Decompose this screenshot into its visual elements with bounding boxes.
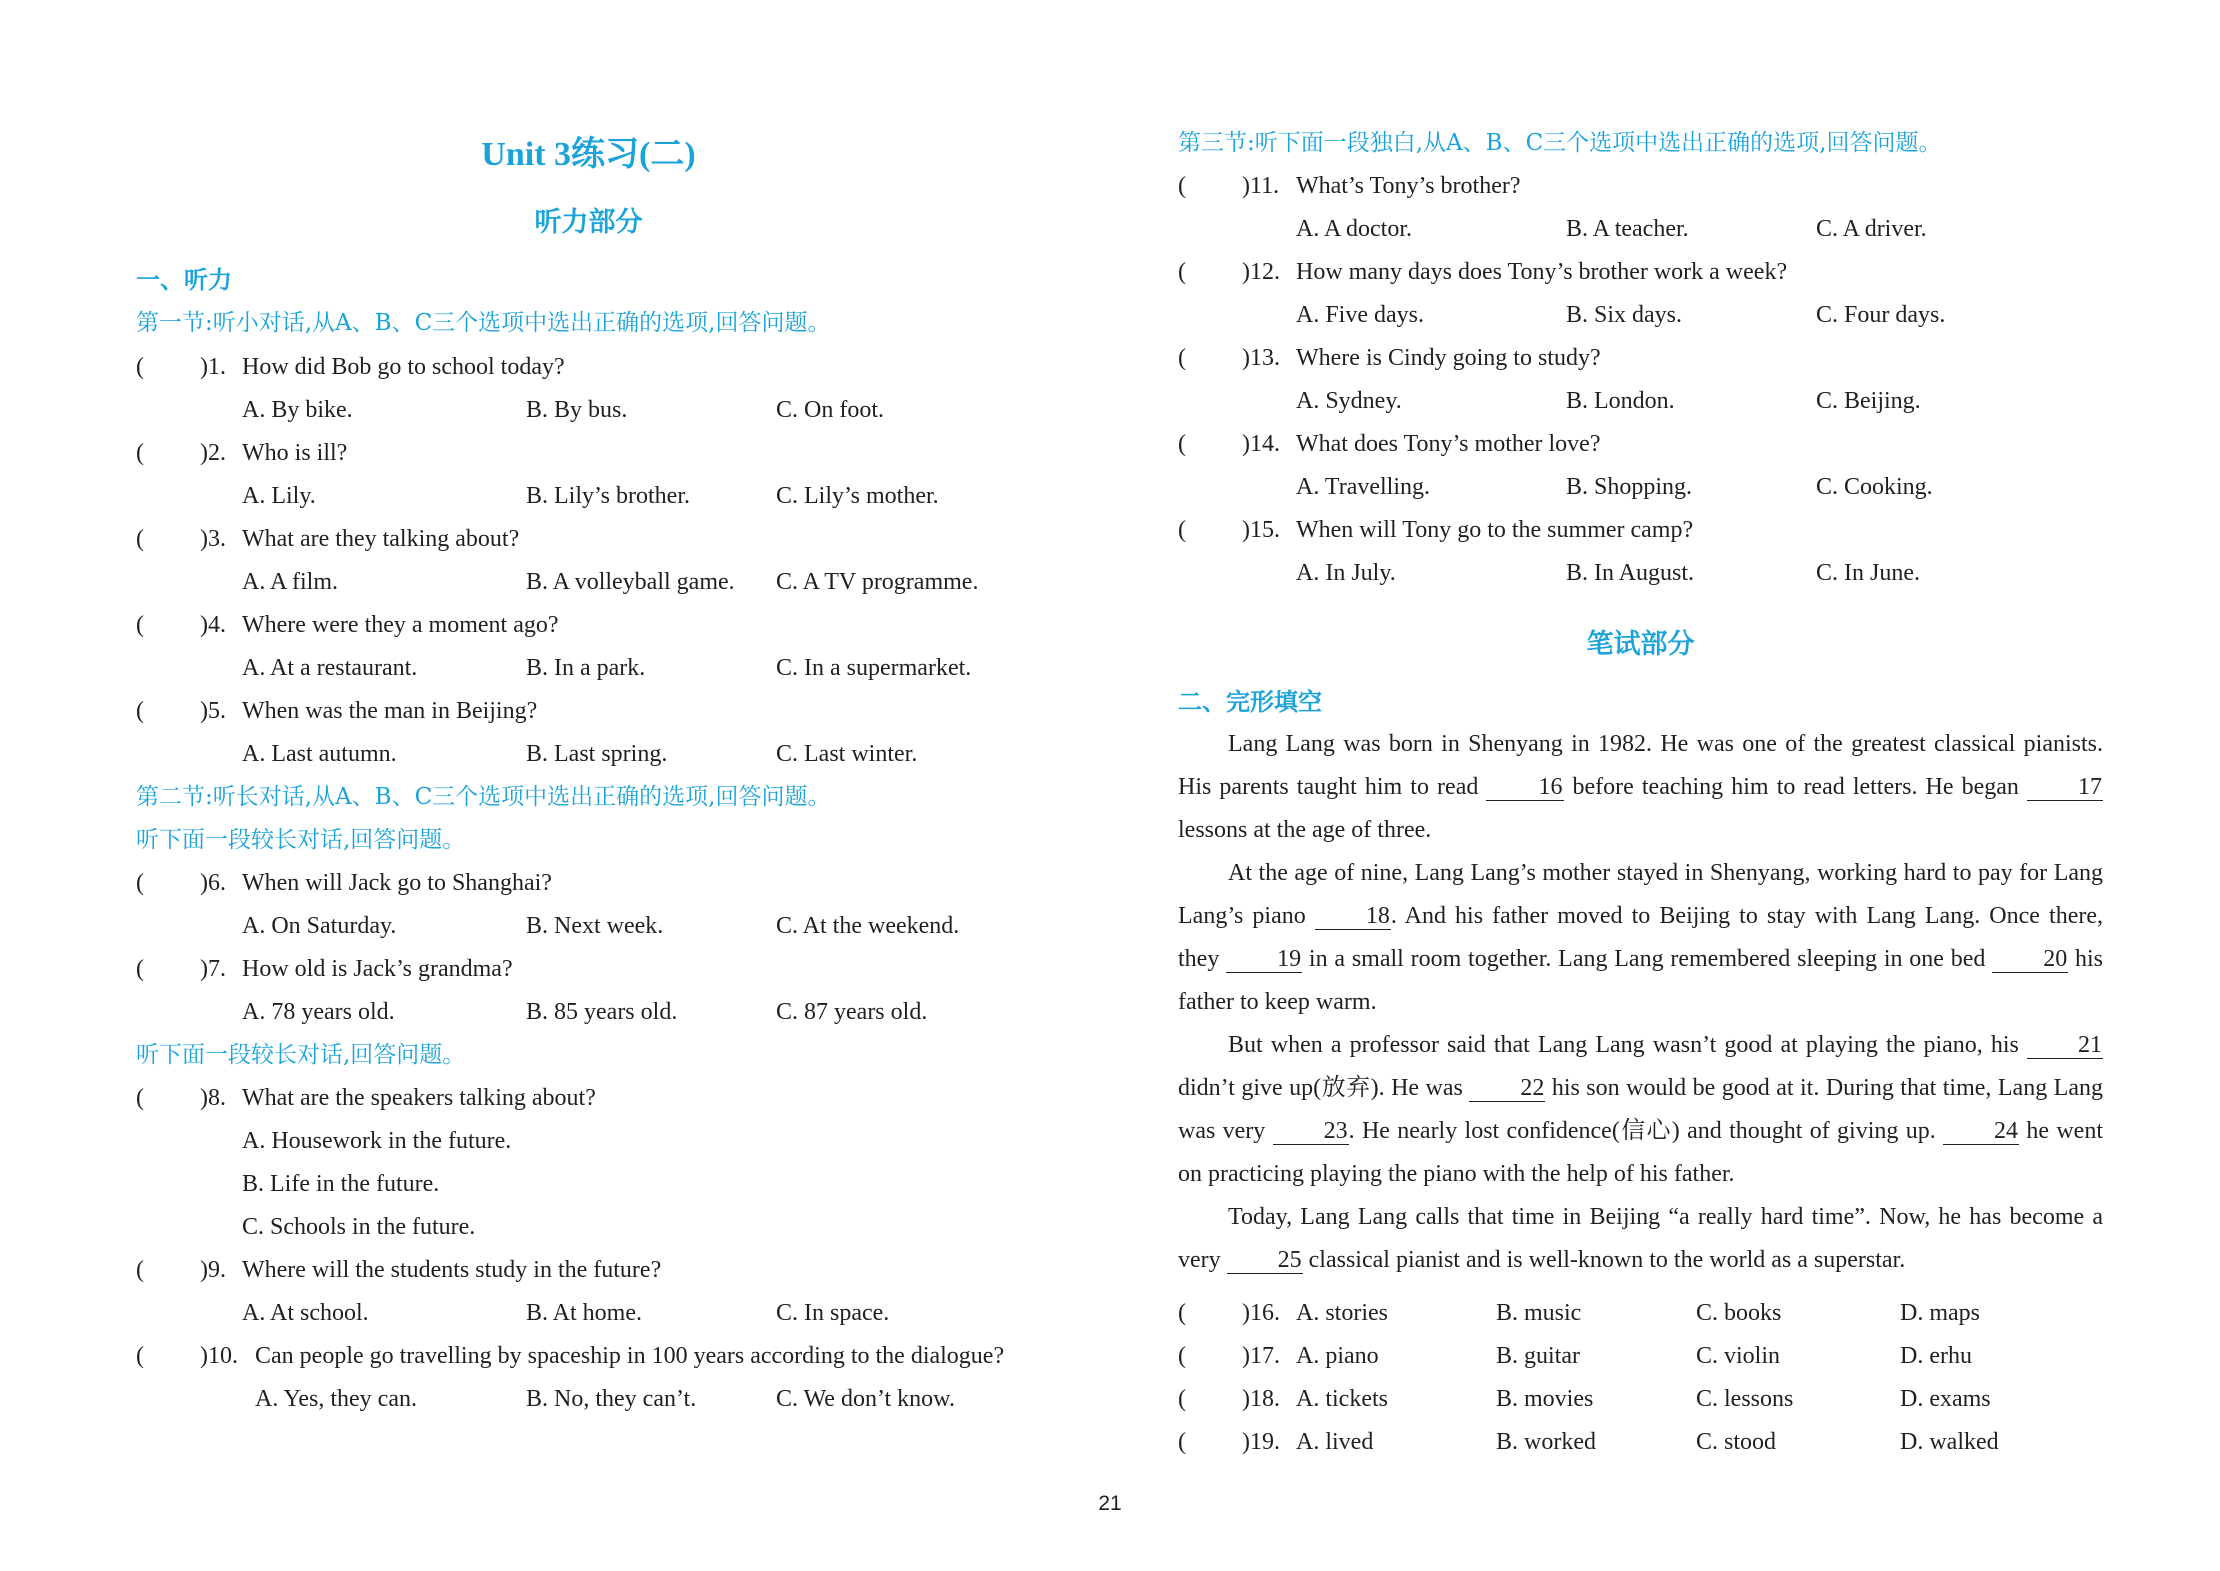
- question-text: When will Tony go to the summer camp?: [1296, 517, 1694, 543]
- question-14-options: [1178, 472, 2103, 502]
- passage-text: his father to keep warm.: [1178, 946, 2104, 1015]
- question-text: When was the man in Beijing?: [242, 698, 538, 724]
- blank-24: 24: [1943, 1118, 2019, 1145]
- option-b: B. By bus.: [526, 397, 628, 423]
- option-c: C. In space.: [776, 1300, 890, 1326]
- answer-paren: (: [136, 354, 144, 380]
- cloze-question-16: [1178, 1298, 2103, 1328]
- option-b: B. London.: [1566, 388, 1675, 414]
- blank-17: 17: [2027, 774, 2103, 801]
- passage-text: At the age of nine, Lang Lang’s mother stayed in Shenyang, working hard to pay for Lang Lang’s piano: [1178, 860, 2103, 929]
- question-number: )8.: [200, 1085, 226, 1111]
- question-number: )1.: [200, 354, 226, 380]
- question-3: [136, 524, 1041, 554]
- option-a: A. In July.: [1296, 560, 1396, 586]
- option-a: A. Sydney.: [1296, 388, 1402, 414]
- passage-text: before teaching him to read letters. He began: [1564, 774, 2028, 800]
- question-15: [1178, 515, 2103, 545]
- answer-paren: (: [136, 1085, 144, 1111]
- cloze-question-17: [1178, 1341, 2103, 1371]
- question-number: )14.: [1242, 431, 1280, 457]
- option-a: A. stories: [1296, 1300, 1388, 1326]
- option-c: C. Last winter.: [776, 741, 918, 767]
- instruction-1: 第一节:听小对话,从A、B、C三个选项中选出正确的选项,回答问题。: [136, 310, 831, 336]
- question-7: [136, 954, 1041, 984]
- instruction-2a: 听下面一段较长对话,回答问题。: [136, 827, 466, 853]
- option-a: A. By bike.: [242, 397, 353, 423]
- passage-text: . He nearly lost confidence(信心) and thought of giving up.: [1348, 1118, 1944, 1144]
- option-c: C. stood: [1696, 1429, 1777, 1455]
- blank-18: 18: [1315, 903, 1391, 930]
- option-c: C. A driver.: [1816, 216, 1927, 242]
- blank-22: 22: [1469, 1075, 1545, 1102]
- option-c: C. violin: [1696, 1343, 1781, 1369]
- option-a: A. A film.: [242, 569, 339, 595]
- option-c: C. At the weekend.: [776, 913, 960, 939]
- written-part-heading: 笔试部分: [1586, 629, 1695, 660]
- option-a: A. A doctor.: [1296, 216, 1413, 242]
- question-12-options: [1178, 300, 2103, 330]
- passage-text: his son would be good at it. During that time, Lang Lang was very: [1178, 1075, 2103, 1144]
- answer-paren: (: [136, 440, 144, 466]
- question-13: [1178, 343, 2103, 373]
- question-text: Can people go travelling by spaceship in 100 years according to the dialogue?: [255, 1343, 1005, 1369]
- question-11: [1178, 171, 2103, 201]
- listening-part-heading: 听力部分: [534, 207, 643, 238]
- option-b: B. 85 years old.: [526, 999, 678, 1025]
- option-c: C. Cooking.: [1816, 474, 1933, 500]
- answer-paren: (: [1178, 1343, 1186, 1369]
- question-text: What are the speakers talking about?: [242, 1085, 596, 1111]
- question-text: Where were they a moment ago?: [242, 612, 559, 638]
- passage-text: in a small room together. Lang Lang remembered sleeping in one bed: [1302, 946, 1993, 972]
- question-9: [136, 1255, 1041, 1285]
- option-d: D. erhu: [1900, 1343, 1972, 1369]
- question-11-options: [1178, 214, 2103, 244]
- option-a: A. Housework in the future.: [242, 1128, 512, 1154]
- question-4-options: [136, 653, 1041, 683]
- option-b: B. A teacher.: [1566, 216, 1689, 242]
- section-2-heading: 二、完形填空: [1178, 688, 1322, 716]
- answer-paren: (: [1178, 1300, 1186, 1326]
- question-1: [136, 352, 1041, 382]
- option-b: B. In August.: [1566, 560, 1695, 586]
- question-number: )16.: [1242, 1300, 1280, 1326]
- question-text: How did Bob go to school today?: [242, 354, 565, 380]
- option-c: C. Lily’s mother.: [776, 483, 939, 509]
- question-8: [136, 1083, 1041, 1113]
- question-text: What does Tony’s mother love?: [1296, 431, 1601, 457]
- question-text: When will Jack go to Shanghai?: [242, 870, 552, 896]
- passage-text: But when a professor said that Lang Lang wasn’t good at playing the piano, his: [1228, 1032, 2027, 1058]
- option-a: A. At school.: [242, 1300, 369, 1326]
- answer-paren: (: [136, 870, 144, 896]
- question-1-options: [136, 395, 1041, 425]
- question-number: )9.: [200, 1257, 226, 1283]
- question-number: )12.: [1242, 259, 1280, 285]
- option-b: B. At home.: [526, 1300, 643, 1326]
- answer-paren: (: [1178, 259, 1186, 285]
- blank-21: 21: [2027, 1032, 2103, 1059]
- question-number: )11.: [1242, 173, 1280, 199]
- passage-paragraph: [1178, 852, 2103, 1024]
- question-3-options: [136, 567, 1041, 597]
- option-a: A. Five days.: [1296, 302, 1424, 328]
- answer-paren: (: [136, 1257, 144, 1283]
- question-number: )17.: [1242, 1343, 1280, 1369]
- answer-paren: (: [136, 1343, 144, 1369]
- option-c: C. books: [1696, 1300, 1782, 1326]
- passage-text: Today, Lang Lang calls that time in Beijing “a really hard time”. Now, he has become a very: [1178, 1204, 2103, 1273]
- option-b: B. A volleyball game.: [526, 569, 735, 595]
- question-text: Where is Cindy going to study?: [1296, 345, 1601, 371]
- question-number: )5.: [200, 698, 226, 724]
- passage-text: classical pianist and is well-known to the world as a superstar.: [1302, 1247, 1906, 1273]
- option-a: A. Travelling.: [1296, 474, 1431, 500]
- blank-16: 16: [1486, 774, 1564, 801]
- question-9-options: [136, 1298, 1041, 1328]
- option-b: B. music: [1496, 1300, 1582, 1326]
- question-12: [1178, 257, 2103, 287]
- question-6-options: [136, 911, 1041, 941]
- question-number: )2.: [200, 440, 226, 466]
- option-a: A. Lily.: [242, 483, 316, 509]
- question-5: [136, 696, 1041, 726]
- instruction-2: 第二节:听长对话,从A、B、C三个选项中选出正确的选项,回答问题。: [136, 784, 831, 810]
- question-number: )18.: [1242, 1386, 1280, 1412]
- page-number: 21: [1098, 1492, 1122, 1515]
- option-b: B. guitar: [1496, 1343, 1580, 1369]
- answer-paren: (: [136, 698, 144, 724]
- option-d: D. walked: [1900, 1429, 1999, 1455]
- question-2-options: [136, 481, 1041, 511]
- answer-paren: (: [136, 526, 144, 552]
- cloze-passage: [1178, 723, 2103, 1282]
- passage-text: lessons at the age of three.: [1178, 817, 1432, 843]
- option-a: A. 78 years old.: [242, 999, 395, 1025]
- question-number: )13.: [1242, 345, 1280, 371]
- question-6: [136, 868, 1041, 898]
- question-number: )4.: [200, 612, 226, 638]
- option-b: B. Six days.: [1566, 302, 1683, 328]
- question-7-options: [136, 997, 1041, 1027]
- option-b: B. Life in the future.: [242, 1171, 440, 1197]
- question-number: )10.: [200, 1343, 238, 1369]
- passage-paragraph: [1178, 723, 2103, 852]
- question-number: )7.: [200, 956, 226, 982]
- question-13-options: [1178, 386, 2103, 416]
- option-a: A. tickets: [1296, 1386, 1388, 1412]
- answer-paren: (: [1178, 173, 1186, 199]
- option-c: C. We don’t know.: [776, 1386, 955, 1412]
- answer-paren: (: [1178, 345, 1186, 371]
- question-text: What’s Tony’s brother?: [1296, 173, 1521, 199]
- question-10: [136, 1341, 1041, 1371]
- question-text: Who is ill?: [242, 440, 348, 466]
- option-c: C. lessons: [1696, 1386, 1794, 1412]
- question-text: Where will the students study in the future?: [242, 1257, 662, 1283]
- option-c: C. In June.: [1816, 560, 1920, 586]
- option-b: B. Next week.: [526, 913, 664, 939]
- question-number: )3.: [200, 526, 226, 552]
- option-c: C. Beijing.: [1816, 388, 1921, 414]
- option-b: B. movies: [1496, 1386, 1594, 1412]
- passage-paragraph: [1178, 1196, 2103, 1282]
- question-number: )15.: [1242, 517, 1280, 543]
- option-b: B. Shopping.: [1566, 474, 1693, 500]
- option-a: A. lived: [1296, 1429, 1374, 1455]
- question-text: What are they talking about?: [242, 526, 520, 552]
- option-a: A. At a restaurant.: [242, 655, 418, 681]
- option-c: C. In a supermarket.: [776, 655, 972, 681]
- question-text: How many days does Tony’s brother work a week?: [1296, 259, 1788, 285]
- answer-paren: (: [136, 956, 144, 982]
- answer-paren: (: [1178, 1386, 1186, 1412]
- passage-paragraph: [1178, 1024, 2103, 1196]
- question-4: [136, 610, 1041, 640]
- blank-23: 23: [1273, 1118, 1349, 1145]
- cloze-question-19: [1178, 1427, 2103, 1457]
- blank-25: 25: [1227, 1247, 1303, 1274]
- option-c: C. A TV programme.: [776, 569, 979, 595]
- option-c: C. On foot.: [776, 397, 884, 423]
- option-d: D. exams: [1900, 1386, 1991, 1412]
- option-b: B. worked: [1496, 1429, 1596, 1455]
- option-d: D. maps: [1900, 1300, 1980, 1326]
- option-c: C. Schools in the future.: [242, 1214, 476, 1240]
- blank-19: 19: [1226, 946, 1302, 973]
- section-1-heading: 一、听力: [136, 266, 232, 294]
- question-14: [1178, 429, 2103, 459]
- question-5-options: [136, 739, 1041, 769]
- passage-text: didn’t give up(放弃). He was: [1178, 1075, 1470, 1101]
- question-number: )19.: [1242, 1429, 1280, 1455]
- passage-text: . And his father moved to Beijing to stay with Lang Lang. Once there, they: [1178, 903, 2103, 972]
- question-2: [136, 438, 1041, 468]
- option-b: B. Lily’s brother.: [526, 483, 690, 509]
- passage-text: he went on practicing playing the piano with the help of his father.: [1178, 1118, 2104, 1187]
- instruction-2b: 听下面一段较长对话,回答问题。: [136, 1042, 466, 1068]
- passage-text: Lang Lang was born in Shenyang in 1982. He was one of the greatest classical pianists. His parents taught him to read: [1178, 731, 2103, 800]
- answer-paren: (: [1178, 431, 1186, 457]
- option-b: B. In a park.: [526, 655, 646, 681]
- option-a: A. Yes, they can.: [255, 1386, 417, 1412]
- question-15-options: [1178, 558, 2103, 588]
- cloze-question-18: [1178, 1384, 2103, 1414]
- question-10-options: [136, 1384, 1041, 1414]
- option-c: C. Four days.: [1816, 302, 1946, 328]
- answer-paren: (: [1178, 517, 1186, 543]
- blank-20: 20: [1992, 946, 2068, 973]
- page-title: Unit 3练习(二): [481, 136, 696, 173]
- instruction-3: 第三节:听下面一段独白,从A、B、C三个选项中选出正确的选项,回答问题。: [1178, 130, 1942, 156]
- answer-paren: (: [136, 612, 144, 638]
- option-c: C. 87 years old.: [776, 999, 928, 1025]
- question-text: How old is Jack’s grandma?: [242, 956, 513, 982]
- option-a: A. Last autumn.: [242, 741, 397, 767]
- option-b: B. No, they can’t.: [526, 1386, 697, 1412]
- option-a: A. On Saturday.: [242, 913, 397, 939]
- option-a: A. piano: [1296, 1343, 1379, 1369]
- answer-paren: (: [1178, 1429, 1186, 1455]
- question-number: )6.: [200, 870, 226, 896]
- option-b: B. Last spring.: [526, 741, 668, 767]
